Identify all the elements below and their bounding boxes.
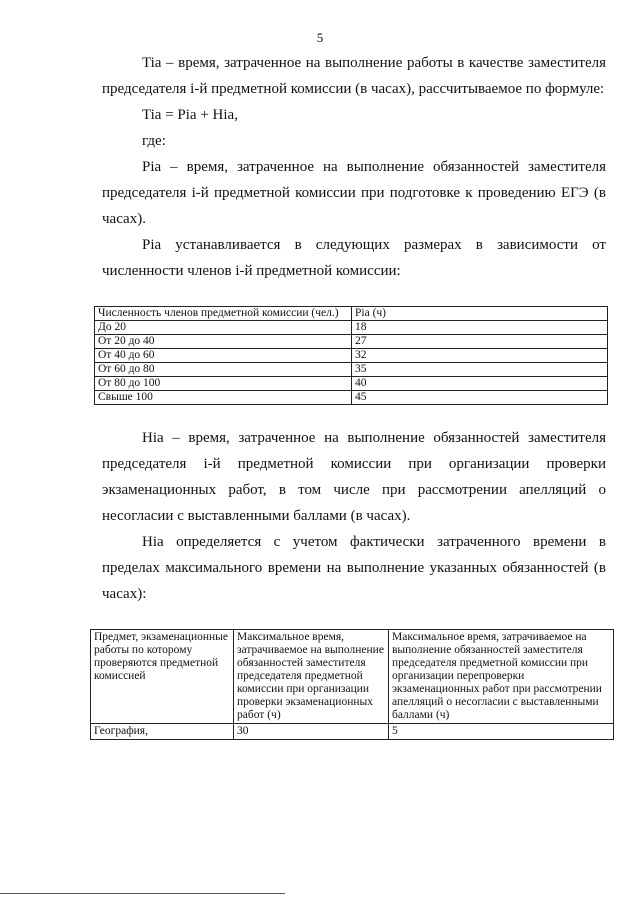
table-cell: 5 [389, 724, 614, 740]
table-cell: 30 [234, 724, 389, 740]
table-cell: Свыше 100 [95, 391, 352, 405]
table-cell: 27 [352, 335, 608, 349]
table-cell: 32 [352, 349, 608, 363]
table-header-row [95, 307, 608, 321]
formula-tia: Tiа = Piа + Hiа, [142, 107, 238, 123]
paragraph-pia-definition: Piа – время, затраченное на выполнение обязанностей заместителя председателя i-й предметной комиссии при подготовке к проведению ЕГЭ (в часах). [102, 159, 606, 227]
table-cell: От 20 до 40 [95, 335, 352, 349]
table-row [95, 321, 608, 335]
pia-table [94, 306, 608, 405]
table-row [91, 724, 614, 740]
table-cell: От 80 до 100 [95, 377, 352, 391]
table-row [95, 363, 608, 377]
table-header-cell: Максимальное время, затрачиваемое на выполнение обязанностей заместителя председателя предметной комиссии при организации перепроверки экзаменационных работ при рассмотрении апелляций о несогласии с выставленными баллами (ч) [389, 630, 614, 724]
table-row [95, 391, 608, 405]
paragraph-tia-definition: Tiа – время, затраченное на выполнение работы в качестве заместителя председателя i-й предметной комиссии (в часах), рассчитываемое по формуле: [102, 55, 606, 97]
page-number: 5 [316, 30, 324, 45]
table-header-row [91, 630, 614, 724]
table-header-cell: Максимальное время, затрачиваемое на выполнение обязанностей заместителя председателя предметной комиссии при организации проверки экзаменационных работ (ч) [234, 630, 389, 724]
bottom-divider [0, 893, 285, 894]
table-header-cell: Предмет, экзаменационные работы по которому проверяются предметной комиссией [91, 630, 234, 724]
where-label: где: [142, 133, 166, 149]
paragraph-hia-determination: Hiа определяется с учетом фактически затраченного времени в пределах максимального времени на выполнение указанных обязанностей (в часах): [102, 534, 606, 602]
table-cell: 40 [352, 377, 608, 391]
table-cell: От 60 до 80 [95, 363, 352, 377]
table-row [95, 335, 608, 349]
table-header-cell: Численность членов предметной комиссии (чел.) [95, 307, 352, 321]
table-row [95, 349, 608, 363]
paragraph-hia-definition: Hiа – время, затраченное на выполнение обязанностей заместителя председателя i-й предметной комиссии при организации проверки экзаменационных работ, в том числе при рассмотрении апелляций о несогласии с выставленными баллами (в часах). [102, 430, 606, 524]
table-cell: До 20 [95, 321, 352, 335]
table-cell: 35 [352, 363, 608, 377]
hia-table [90, 629, 614, 740]
table-cell: 18 [352, 321, 608, 335]
table-header-cell: Piа (ч) [352, 307, 608, 321]
table-cell: География, [91, 724, 234, 740]
document-body [94, 50, 606, 740]
table-cell: 45 [352, 391, 608, 405]
table-row [95, 377, 608, 391]
table-cell: От 40 до 60 [95, 349, 352, 363]
paragraph-pia-sizes: Piа устанавливается в следующих размерах в зависимости от численности членов i-й предметной комиссии: [102, 237, 606, 279]
